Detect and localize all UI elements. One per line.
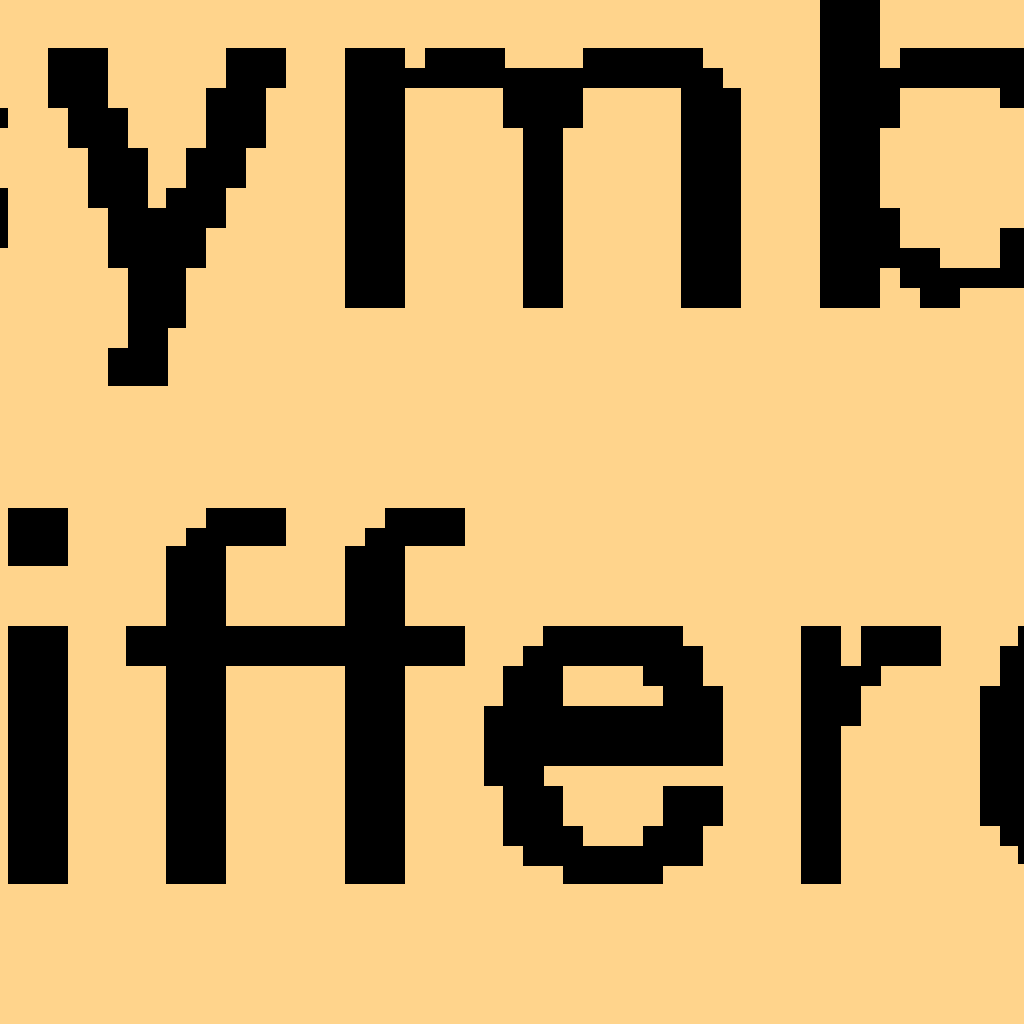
glyph-i xyxy=(8,508,68,884)
glyph-b-fragment xyxy=(820,0,1024,308)
glyph-f-second xyxy=(286,508,465,884)
glyph-e xyxy=(484,626,723,884)
glyph-f-first xyxy=(126,508,286,884)
glyph-m xyxy=(345,48,741,308)
glyph-y xyxy=(48,48,286,386)
glyph-e-fragment xyxy=(980,626,1024,864)
glyph-r xyxy=(801,626,941,884)
glyph-s-fragment xyxy=(0,108,8,248)
